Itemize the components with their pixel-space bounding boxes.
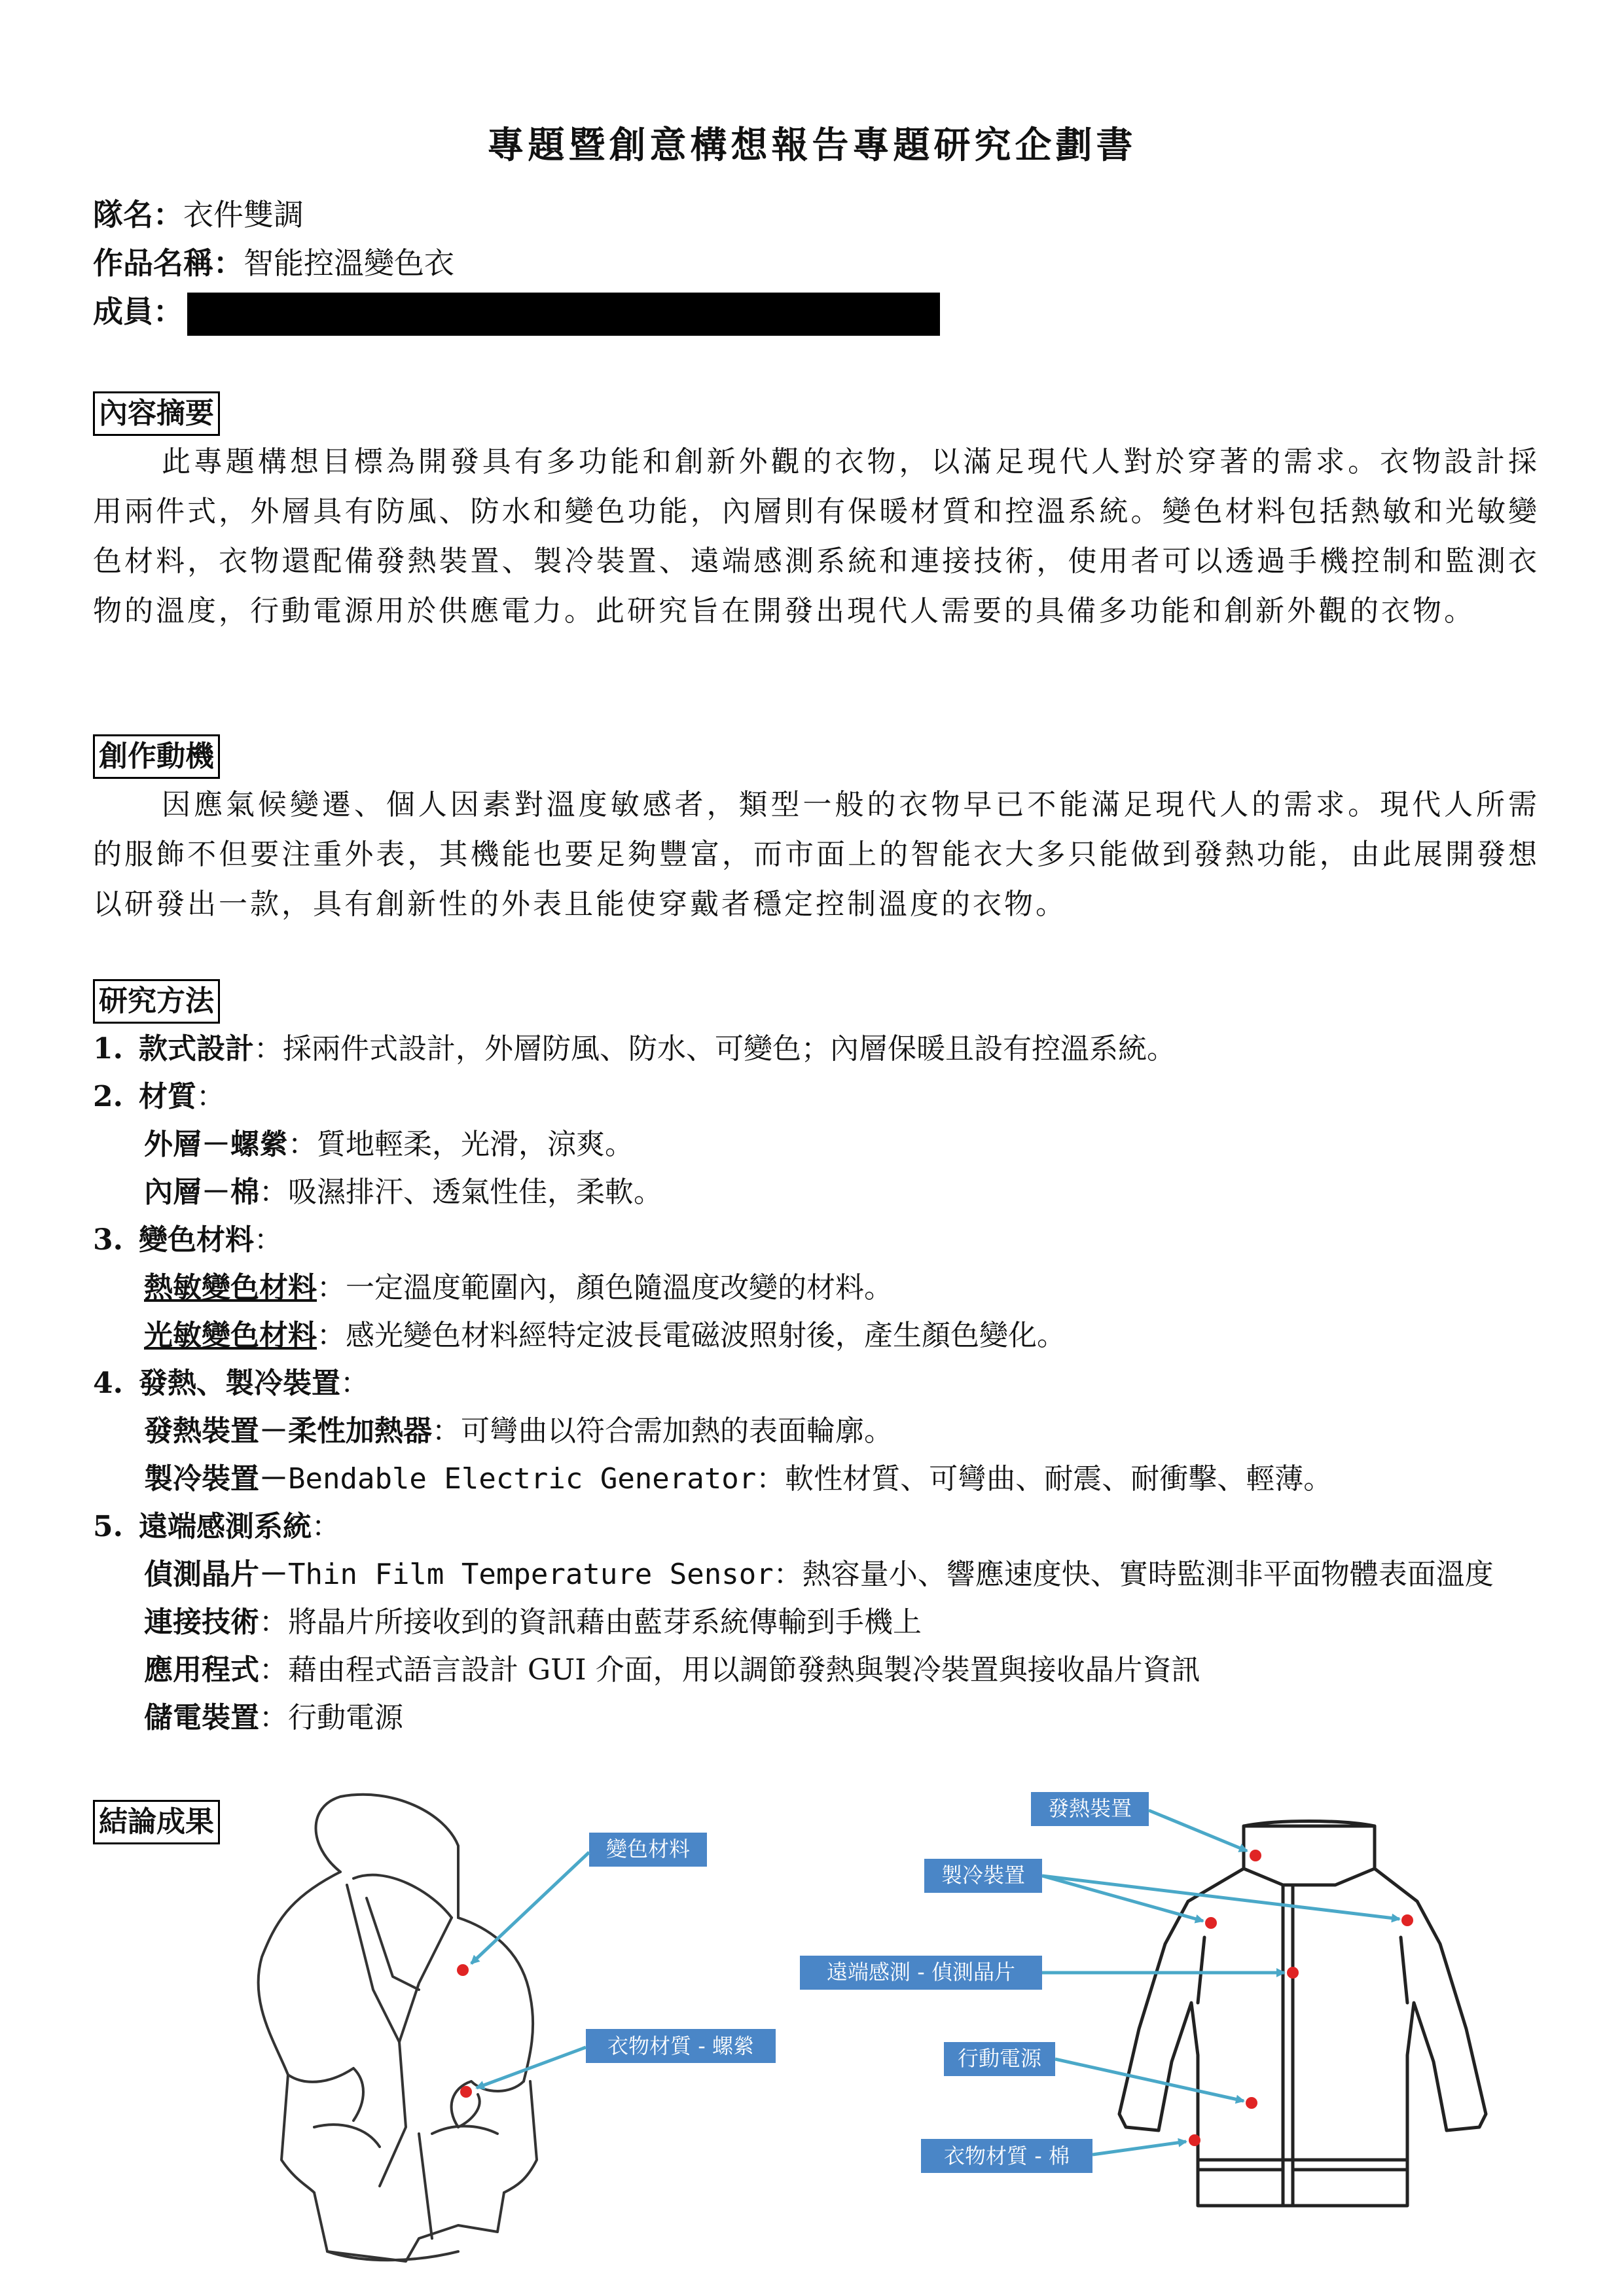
method-item-2: 2. 材質：	[93, 1080, 225, 1113]
method-sub-connection: 連接技術：將晶片所接收到的資訊藉由藍芽系統傳輸到手機上	[144, 1605, 922, 1639]
svg-text:製冷裝置: 製冷裝置	[941, 1863, 1026, 1888]
callout-power-bank	[944, 2042, 1257, 2109]
method-sub-power: 儲電裝置：行動電源	[144, 1701, 403, 1734]
method-sub-thermochromic: 熱敏變色材料：一定溫度範圍內，顏色隨溫度改變的材料。	[144, 1271, 893, 1304]
method-sub-outer-layer: 外層－螺縈：質地輕柔，光滑，涼爽。	[144, 1128, 634, 1161]
callout-cooler	[924, 1859, 1413, 1929]
motivation-text: 因應氣候變遷、個人因素對溫度敏感者，類型一般的衣物早已不能滿足現代人的需求。現代人所需的服飾不但要注重外表，其機能也要足夠豐富，而市面上的智能衣大多只能做到發熱功能，由此展開發想以研發出一款，具有創新性的外表且能使穿戴者穩定控制溫度的衣物。	[93, 788, 1540, 921]
work-label: 作品名稱：	[93, 245, 244, 281]
method-item-3: 3. 變色材料：	[93, 1223, 283, 1257]
svg-text:衣物材質 - 棉: 衣物材質 - 棉	[944, 2144, 1070, 2168]
svg-text:變色材料: 變色材料	[605, 1837, 691, 1861]
method-item-5: 5. 遠端感測系統：	[93, 1510, 340, 1543]
members-label: 成員：	[93, 294, 183, 329]
motivation-heading: 創作動機	[93, 734, 220, 779]
method-sub-sensor: 偵測晶片－Thin Film Temperature Sensor：熱容量小、響應速度快、實時監測非平面物體表面溫度	[144, 1558, 1494, 1591]
jacket-right-drawing	[1119, 1821, 1486, 2206]
method-heading: 研究方法	[93, 979, 220, 1024]
method-sub-app: 應用程式：藉由程式語言設計 GUI 介面，用以調節發熱與製冷裝置與接收晶片資訊	[144, 1653, 1200, 1687]
callout-rayon-material	[460, 2029, 776, 2098]
method-sub-cooler: 製冷裝置－Bendable Electric Generator：軟性材質、可彎曲、耐震、耐衝擊、輕薄。	[144, 1462, 1333, 1496]
jacket-left-drawing	[259, 1795, 537, 2261]
callout-sensor	[800, 1956, 1299, 1990]
svg-text:發熱裝置: 發熱裝置	[1047, 1796, 1132, 1821]
result-heading: 結論成果	[93, 1800, 220, 1844]
svg-text:遠端感測 - 偵測晶片: 遠端感測 - 偵測晶片	[827, 1960, 1015, 1984]
team-label: 隊名：	[93, 197, 183, 232]
method-sub-photochromic: 光敏變色材料：感光變色材料經特定波長電磁波照射後，產生顏色變化。	[144, 1319, 1066, 1352]
callout-cotton-material	[921, 2134, 1200, 2173]
callout-heater	[1031, 1792, 1261, 1861]
document-title: 專題暨創意構想報告專題研究企劃書	[487, 124, 1137, 167]
abstract-heading: 內容摘要	[93, 391, 220, 436]
svg-text:行動電源: 行動電源	[957, 2046, 1042, 2071]
abstract-text: 此專題構想目標為開發具有多功能和創新外觀的衣物，以滿足現代人對於穿著的需求。衣物設計採用兩件式，外層具有防風、防水和變色功能，內層則有保暖材質和控溫系統。變色材料包括熱敏和光敏變色材料，衣物還配備發熱裝置、製冷裝置、遠端感測系統和連接技術，使用者可以透過手機控制和監測衣物的溫度，行動電源用於供應電力。此研究旨在開發出現代人需要的具備多功能和創新外觀的衣物。	[93, 445, 1540, 628]
callout-color-material	[457, 1833, 707, 1976]
svg-text:衣物材質 - 螺縈: 衣物材質 - 螺縈	[607, 2034, 754, 2058]
method-sub-inner-layer: 內層－棉：吸濕排汗、透氣性佳，柔軟。	[144, 1175, 662, 1209]
method-item-1: 1. 款式設計：採兩件式設計，外層防風、防水、可變色；內層保暖且設有控溫系統。	[93, 1032, 1176, 1066]
method-item-4: 4. 發熱、製冷裝置：	[93, 1367, 369, 1400]
work-value: 智能控溫變色衣	[244, 245, 454, 281]
team-value: 衣件雙調	[183, 197, 304, 232]
method-sub-heater: 發熱裝置－柔性加熱器：可彎曲以符合需加熱的表面輪廓。	[144, 1414, 893, 1448]
